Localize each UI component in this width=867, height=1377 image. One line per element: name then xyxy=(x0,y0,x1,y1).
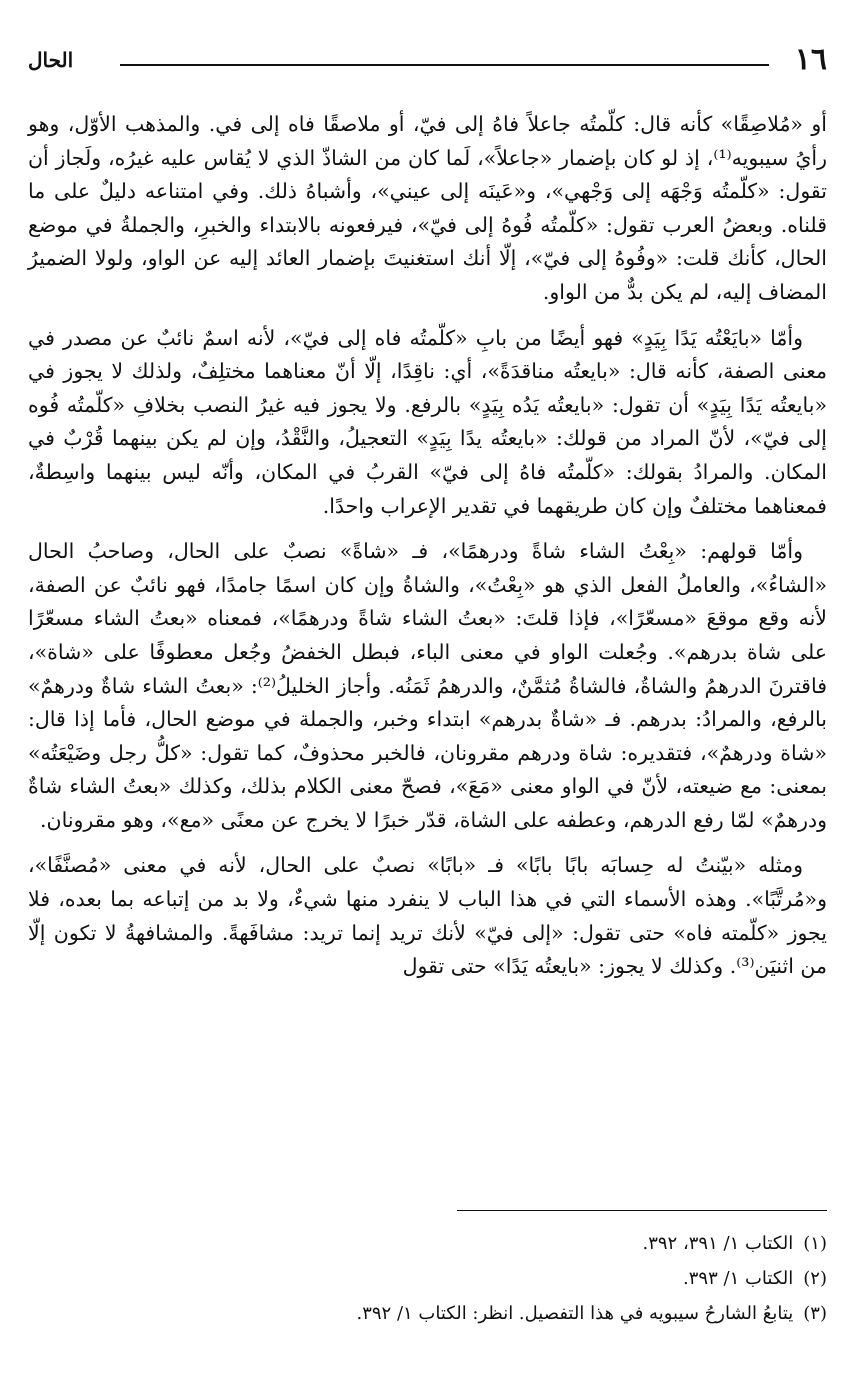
paragraph: أو «مُلاصِقًا» كأنه قال: كلّمتُه جاعلاً فاهُ إلى فيّ، أو ملاصقًا فاه إلى في. والمذهب الأوّل، وهو رأيُ سيبويه⁽¹⁾، إذ لو كان بإضمار «جاعلاً»، لَما كان من الشاذّ الذي لا يُقاس عليه غيرُه، ولَجاز أن تقول: «كلّمتُه وَجْهَه إلى وَجْهي»، و«عَينَه إلى عيني»، وأشباهُ ذلك. وفي امتناعه دليلٌ على ما قلناه. وبعضُ العرب تقول: «كلّمتُه فُوهُ إلى فيّ»، فيرفعونه بالابتداء والخبرِ، والجملةُ في موضع الحال، كأنك قلت: «وفُوهُ إلى فيّ»، إلّا أنك استغنيتَ بإضمار العائد إليه عن الواو، ولولا الضميرُ المضاف إليه، لم يكن بدٌّ من الواو. xyxy=(28,112,828,304)
header-rule xyxy=(120,64,769,66)
running-title: الحال xyxy=(28,48,74,72)
footnote-rule xyxy=(457,1210,827,1211)
footnote-text: الكتاب ١/ ٣٩٣. xyxy=(683,1268,794,1289)
paragraph: ومثله «بيّنتُ له حِسابَه بابًا بابًا» فـ «بابًا» نصبٌ على الحال، لأنه في معنى «مُصنَّفًا»، و«مُرتَّبًا». وهذه الأسماء التي في هذا الباب لا ينفرد منها شيءٌ، ولا بد من إتباعه بما بعده، فلا يجوز «كلّمته فاه» حتى تقول: «إلى فيّ» لأنك تريد إنما تريد: مشافَهةً. والمشافهةُ لا تكون إلّا من اثنيَن⁽³⁾. وكذلك لا يجوز: «بايعتُه يَدًا» حتى تقول xyxy=(28,853,827,979)
footnote-text: الكتاب ١/ ٣٩١، ٣٩٢. xyxy=(642,1233,794,1254)
footnote-text: يتابعُ الشارحُ سيبويه في هذا التفصيل. انظر: الكتاب ١/ ٣٩٢. xyxy=(356,1303,794,1324)
footnote-number: (٣) xyxy=(803,1303,827,1324)
main-text xyxy=(28,108,827,996)
paragraph: وأمّا قولهم: «بِعْتُ الشاء شاةً ودرهمًا»، فـ «شاةً» نصبٌ على الحال، وصاحبُ الحال «الشاءُ»، والعاملُ الفعل الذي هو «بِعْتُ»، والشاةُ وإن كان اسمًا جامدًا، فهو نائبٌ عن الصفة، لأنه وقع موقعَ «مسعّرًا»، فإذا قلتَ: «بعتُ الشاء شاةً ودرهمًا»، فمعناه «بعتُ الشاء مسعّرًا على شاة بدرهم». وجُعلت الواو في معنى الباء، فبطل الخفضُ وجُعل معطوفًا على «شاة»، فاقترنَ الدرهمُ والشاةُ، فالشاةُ مُثمَّنٌ، والدرهمُ ثَمَنُه. وأجاز الخليلُ⁽²⁾: «بعتُ الشاء شاةٌ ودرهمٌ» بالرفع، والمرادُ: بدرهم. فـ «شاةٌ بدرهم» ابتداء وخبر، والجملة في موضع الحال، فأما إذا قال: «شاة ودرهمٌ»، فتقديره: شاة ودرهم مقرونان، فالخبر محذوفٌ، كما تقول: «كلُّ رجل وضَيْعَتُه» بمعنى: مع ضيعته، لأنّ في الواو معنى «مَعَ»، فصحّ معنى الكلام بذلك، وكذلك «بعتُ الشاء شاةٌ ودرهمٌ» لمّا رفع الدرهم، وعطفه على الشاة، قدّر خبرًا لا يخرج عن معنًى «مع»، وهو مقرونان. xyxy=(28,539,827,832)
paragraph: وأمّا «بايَعْتُه يَدًا بِيَدٍ» فهو أيضًا من بابِ «كلّمتُه فاه إلى فيّ»، لأنه اسمٌ نائبٌ عن مصدر في معنى الصفة، كأنه قال: «بايعتُه مناقدَةً»، أي: ناقِدًا، إلّا أنّ معناهما مختلِفٌ، ولذلك لا يجوز في «بايعتُه يَدًا بِيَدٍ» أن تقول: «بايعتُه يَدُه بِيَدٍ» بالرفع. ولا يجوز فيه غيرُ النصب بخلافِ «كلّمتُه فُوه إلى فيّ»، لأنّ المراد من قولك: «بايعتُه يدًا بِيَدٍ» التعجيلُ، والنَّقْدُ، وإن لم يكن بينهما قُرْبٌ في المكان. والمرادُ بقولك: «كلّمتُه فاهُ إلى فيّ» القربُ في المكان، وأنّه ليس بينهما واسِطةٌ، فمعناهما مختلفٌ وإن كان طريقهما في تقدير الإعراب واحدًا. xyxy=(28,325,827,518)
footnote xyxy=(28,1226,827,1261)
footnote xyxy=(28,1296,827,1331)
footnotes xyxy=(28,1226,827,1331)
page-number: ١٦ xyxy=(794,42,827,77)
footnote xyxy=(28,1261,827,1296)
page-header xyxy=(28,40,827,80)
footnote-number: (١) xyxy=(803,1233,827,1254)
footnote-number: (٢) xyxy=(803,1268,827,1289)
